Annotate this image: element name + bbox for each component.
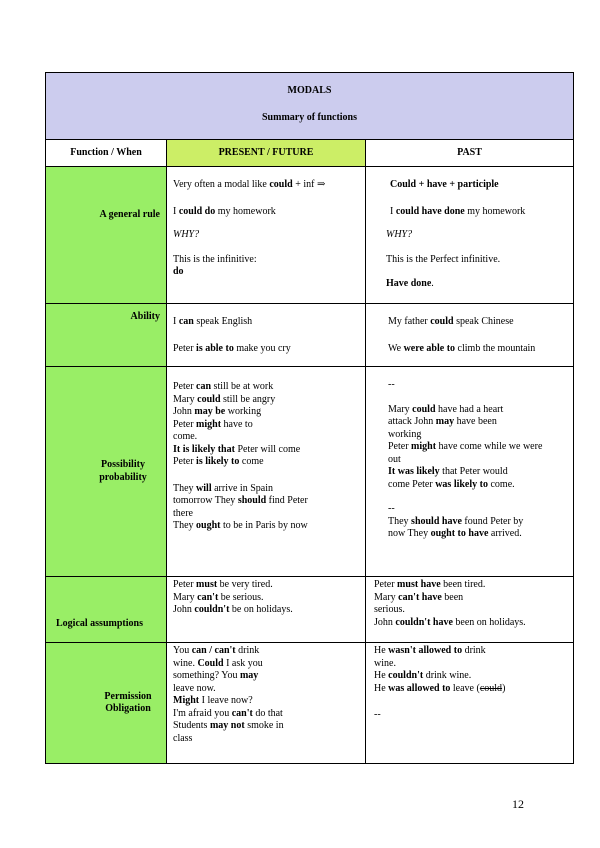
text-segment: could have done xyxy=(395,205,465,217)
text-segment: leave now. xyxy=(173,682,216,694)
text-segment: may xyxy=(435,416,455,427)
past-line xyxy=(372,229,569,242)
text-segment: I xyxy=(173,316,179,327)
past-line xyxy=(372,278,569,291)
row-logical-assumptions xyxy=(46,577,574,643)
text-segment: You xyxy=(173,645,192,656)
past-line xyxy=(388,379,569,392)
text-segment: wasn't allowed to xyxy=(388,645,463,656)
present-line xyxy=(173,508,361,521)
text-segment: come. xyxy=(173,431,198,442)
text-segment: John xyxy=(173,604,195,615)
row-general-rule xyxy=(46,167,574,304)
present-line xyxy=(173,456,361,469)
present-line xyxy=(173,520,361,533)
text-segment: wine. xyxy=(374,657,396,669)
past-line xyxy=(372,206,569,219)
text-segment: I'm afraid you xyxy=(173,707,232,719)
text-segment: be on holidays. xyxy=(229,604,293,615)
past-line xyxy=(374,658,569,671)
text-segment: is able to xyxy=(196,342,234,354)
past-line xyxy=(374,617,569,630)
modals-table xyxy=(45,72,574,764)
past-cell xyxy=(366,167,574,304)
text-segment: He xyxy=(374,682,389,694)
past-cell xyxy=(366,367,574,577)
text-segment: find Peter xyxy=(266,495,308,506)
text-segment: could xyxy=(479,682,503,694)
text-segment: been xyxy=(441,591,464,603)
present-line xyxy=(173,444,361,457)
present-header: PRESENT / FUTURE xyxy=(167,140,366,167)
text-segment: John xyxy=(173,406,195,417)
present-line xyxy=(173,695,351,708)
text-segment: drink xyxy=(462,645,486,656)
function-label: Permission Obligation xyxy=(46,643,167,764)
text-segment: be very tired. xyxy=(217,579,273,590)
text-segment: now They xyxy=(388,528,431,539)
text-segment: can't xyxy=(231,707,253,719)
text-segment: tomorrow They xyxy=(173,495,238,506)
present-cell xyxy=(167,577,366,643)
text-segment: Peter xyxy=(173,381,197,392)
past-line xyxy=(372,179,569,192)
past-line xyxy=(388,528,569,541)
text-segment: ) xyxy=(502,682,506,694)
text-segment: He xyxy=(374,645,389,656)
text-segment: I xyxy=(390,205,396,217)
function-label: Possibility probability xyxy=(46,367,167,577)
past-line xyxy=(388,316,569,329)
text-segment: working xyxy=(225,406,262,417)
text-segment: speak Chinese xyxy=(453,316,514,327)
text-segment: should xyxy=(237,495,267,506)
past-line xyxy=(374,670,569,683)
text-segment: Students xyxy=(173,720,210,731)
past-line xyxy=(374,683,569,696)
row-ability xyxy=(46,304,574,367)
text-segment: be serious. xyxy=(218,591,264,603)
past-line xyxy=(388,343,569,356)
present-line xyxy=(173,179,361,192)
text-segment: still be angry xyxy=(220,393,276,405)
text-segment: WHY? xyxy=(386,229,413,240)
text-segment: could xyxy=(412,403,436,415)
text-segment: still be at work xyxy=(211,381,274,392)
text-segment: Mary xyxy=(388,403,413,415)
text-segment: come Peter xyxy=(388,478,436,490)
text-segment: make you cry xyxy=(233,342,291,354)
text-segment: It was likely xyxy=(388,466,440,477)
text-segment: -- xyxy=(388,503,395,514)
text-segment: Mary xyxy=(374,591,399,603)
text-segment: climb the mountain xyxy=(455,342,536,354)
past-line xyxy=(374,709,569,722)
text-segment: drink xyxy=(235,645,260,656)
present-line xyxy=(173,254,361,267)
text-segment: drink wine. xyxy=(423,670,472,681)
text-segment: Mary xyxy=(173,591,198,603)
present-line xyxy=(173,683,351,696)
text-segment: to be in Paris by now xyxy=(220,520,308,531)
text-segment: working xyxy=(388,428,422,440)
present-line xyxy=(173,708,351,721)
text-segment: can xyxy=(178,316,194,327)
text-segment: ought to have xyxy=(430,528,489,539)
present-line xyxy=(173,316,361,329)
text-segment: I xyxy=(173,205,179,217)
text-segment: was likely to xyxy=(435,478,488,490)
present-line xyxy=(173,406,361,419)
present-cell xyxy=(167,304,366,367)
past-line xyxy=(388,516,569,529)
text-segment: + inf ⇒ xyxy=(292,179,326,190)
text-segment: I ask you xyxy=(223,657,263,669)
text-segment: come. xyxy=(487,478,515,490)
text-segment: Could + have + participle xyxy=(390,179,499,190)
text-segment: They xyxy=(173,482,197,494)
present-line xyxy=(173,229,361,242)
text-segment: have had a heart xyxy=(435,403,504,415)
text-segment: WHY? xyxy=(173,229,200,240)
text-segment: must have xyxy=(397,579,441,590)
present-line xyxy=(173,394,361,407)
text-segment: attack John xyxy=(388,416,436,427)
text-segment: couldn't xyxy=(194,604,230,615)
text-segment: smoke in xyxy=(244,720,284,731)
text-segment: speak English xyxy=(193,316,253,327)
present-line xyxy=(173,604,361,617)
present-line xyxy=(173,431,361,444)
text-segment: might xyxy=(411,441,437,452)
past-cell xyxy=(366,643,574,764)
text-segment: We xyxy=(388,342,404,354)
text-segment: something? You xyxy=(173,670,240,681)
text-segment: serious. xyxy=(374,604,405,615)
past-header: PAST xyxy=(366,140,574,167)
table-subtitle: Summary of functions xyxy=(262,111,358,123)
past-line xyxy=(388,503,569,516)
text-segment: couldn't xyxy=(388,670,424,681)
text-segment: have come while we were xyxy=(436,441,543,452)
text-segment: should have xyxy=(411,515,462,527)
text-segment: Might xyxy=(173,695,200,706)
text-segment: -- xyxy=(388,379,395,390)
present-line xyxy=(173,658,351,671)
past-line xyxy=(374,592,569,605)
past-line xyxy=(388,441,569,454)
past-line xyxy=(388,404,569,417)
function-label: Ability xyxy=(46,304,167,367)
text-segment: He xyxy=(374,670,389,681)
text-segment: John xyxy=(374,616,396,628)
text-segment: found Peter by xyxy=(461,515,524,527)
text-segment: could do xyxy=(178,205,216,217)
text-segment: class xyxy=(173,732,193,744)
text-segment: can xyxy=(196,381,212,392)
function-header: Function / When xyxy=(46,140,167,167)
text-segment: leave ( xyxy=(450,682,480,694)
text-segment: They xyxy=(173,520,197,531)
past-line xyxy=(388,466,569,479)
text-segment: Peter xyxy=(388,441,412,452)
text-segment: Mary xyxy=(173,393,198,405)
past-line xyxy=(372,254,569,267)
present-line xyxy=(173,266,361,279)
table-title: MODALS xyxy=(287,85,332,96)
text-segment: Peter xyxy=(173,456,197,467)
text-segment: . xyxy=(431,278,434,289)
text-segment: My father xyxy=(388,316,431,327)
function-label: A general rule xyxy=(46,167,167,304)
text-segment: This is the Perfect infinitive. xyxy=(386,253,501,265)
text-segment: arrived. xyxy=(488,528,522,539)
present-cell xyxy=(167,367,366,577)
text-segment: might xyxy=(196,418,222,430)
text-segment: come xyxy=(239,456,264,467)
past-line xyxy=(388,479,569,492)
text-segment: arrive in Spain xyxy=(211,482,273,494)
present-line xyxy=(173,670,351,683)
text-segment: have to xyxy=(221,418,253,430)
text-segment: out xyxy=(388,453,401,465)
row-possibility xyxy=(46,367,574,577)
text-segment: have been xyxy=(454,416,497,427)
text-segment: must xyxy=(196,579,218,590)
present-line xyxy=(173,206,361,219)
text-segment: were able to xyxy=(403,342,456,354)
text-segment: may not xyxy=(209,720,245,731)
present-line xyxy=(173,483,361,496)
text-segment: may xyxy=(239,670,259,681)
past-line xyxy=(374,604,569,617)
text-segment: could xyxy=(430,316,454,327)
function-label: Logical assumptions xyxy=(46,577,167,643)
present-cell xyxy=(167,167,366,304)
text-segment: there xyxy=(173,507,193,519)
text-segment: my homework xyxy=(215,205,276,217)
present-cell xyxy=(167,643,366,764)
present-line xyxy=(173,381,361,394)
present-line xyxy=(173,733,351,746)
past-line xyxy=(388,416,569,429)
text-segment: Peter will come xyxy=(234,443,301,455)
past-cell xyxy=(366,577,574,643)
present-line xyxy=(173,645,351,658)
text-segment: could xyxy=(269,179,293,190)
text-segment: ought xyxy=(196,520,221,531)
text-segment: couldn't have xyxy=(395,616,453,628)
text-segment: will xyxy=(196,482,212,494)
text-segment: was allowed to xyxy=(388,682,451,694)
text-segment: can't have xyxy=(398,591,442,603)
text-segment: Peter xyxy=(173,418,197,430)
past-line xyxy=(374,579,569,592)
page-number: 12 xyxy=(512,797,524,811)
text-segment: can't xyxy=(197,591,219,603)
text-segment: could xyxy=(197,393,221,405)
text-segment: may be xyxy=(194,406,226,417)
text-segment: Peter xyxy=(173,579,197,590)
text-segment: my homework xyxy=(464,205,526,217)
present-line xyxy=(173,419,361,432)
past-line xyxy=(374,645,569,658)
present-line xyxy=(173,579,361,592)
text-segment: that Peter would xyxy=(439,466,508,477)
text-segment: do xyxy=(173,266,184,277)
past-cell xyxy=(366,304,574,367)
text-segment: This is the infinitive: xyxy=(173,253,257,265)
text-segment: been tired. xyxy=(440,579,486,590)
text-segment: I leave now? xyxy=(199,695,253,706)
past-line xyxy=(388,454,569,467)
text-segment: It is likely that xyxy=(173,443,235,455)
text-segment: They xyxy=(388,515,412,527)
text-segment: do that xyxy=(252,707,283,719)
present-line xyxy=(173,495,361,508)
present-line xyxy=(173,343,361,356)
title-cell xyxy=(46,73,574,140)
text-segment: Very often a modal like xyxy=(173,179,270,190)
text-segment: -- xyxy=(374,709,381,720)
text-segment: Peter xyxy=(374,579,398,590)
row-permission xyxy=(46,643,574,764)
text-segment: is likely to xyxy=(196,456,240,467)
text-segment: Peter xyxy=(173,342,197,354)
text-segment: wine. xyxy=(173,657,198,669)
past-line xyxy=(388,429,569,442)
present-line xyxy=(173,592,361,605)
text-segment: been on holidays. xyxy=(452,616,526,628)
present-line xyxy=(173,720,351,733)
text-segment: Could xyxy=(197,657,224,669)
text-segment: can / can't xyxy=(191,645,236,656)
text-segment: Have done xyxy=(386,278,432,289)
